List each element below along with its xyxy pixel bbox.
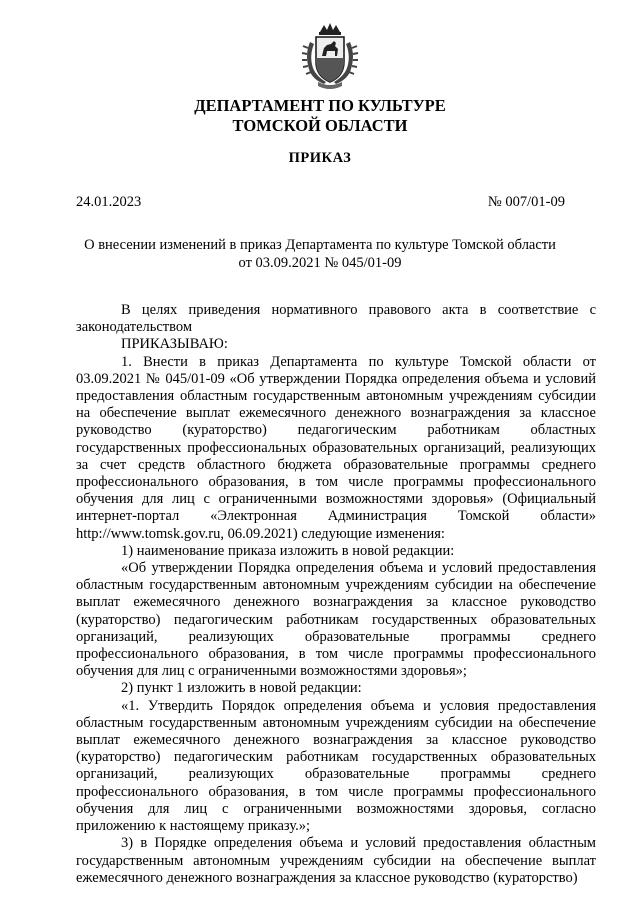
order-subject xyxy=(60,236,580,272)
order-directive: ПРИКАЗЫВАЮ: xyxy=(121,336,228,353)
department-name-line2: ТОМСКОЙ ОБЛАСТИ xyxy=(232,116,408,135)
document-type: ПРИКАЗ xyxy=(288,150,352,166)
preamble-paragraph: В целях приведения нормативного правового акта в соответствие с законодательством xyxy=(76,302,596,336)
subitem-2-paragraph: 2) пункт 1 изложить в новой редакции: xyxy=(121,680,362,697)
subject-line2: от 03.09.2021 № 045/01-09 xyxy=(238,255,402,271)
coat-of-arms-icon xyxy=(300,22,360,90)
subitem-1-paragraph: 1) наименование приказа изложить в новой редакции: xyxy=(121,542,455,559)
new-title-paragraph: «Об утверждении Порядка определения объема и условий предоставления областным государственным автономным учреждениям субсидии на обеспечение выплат ежемесячного денежного вознаграждения за классное руководство (кураторство) педагогическим работникам государственных образовательных организаций, реализующих образовательные программы среднего профессионального образования, в том числе программы профессионального обучения для лиц с ограниченными возможностями здоровья»; xyxy=(76,560,596,680)
new-item-1-paragraph: «1. Утвердить Порядок определения объема и условия предоставления областным государственным автономным учреждениям субсидии на обеспечение выплат ежемесячного денежного вознаграждения за классное руководство (кураторство) педагогическим работникам государственных образовательных организаций, реализующих образовательные программы среднего профессионального образования, в том числе программы профессионального обучения для лиц с ограниченными возможностями здоровья, согласно приложению к настоящему приказу.»; xyxy=(76,697,596,835)
subitem-3-paragraph: 3) в Порядке определения объема и условий предоставления областным государственным автономным учреждениям субсидии на обеспечение выплат ежемесячного денежного вознаграждения за классное руководство (кураторство) xyxy=(76,835,596,886)
subject-line1: О внесении изменений в приказ Департамента по культуре Томской области xyxy=(84,237,556,253)
order-number: № 007/01-09 xyxy=(487,194,565,210)
order-body xyxy=(76,302,596,887)
order-date: 24.01.2023 xyxy=(76,194,142,210)
item-1-paragraph: 1. Внести в приказ Департамента по культуре Томской области от 03.09.2021 № 045/01-09 «Об утверждении Порядка определения объема и условий предоставления областным государственным автономным учреждениям субсидии на обеспечение выплат ежемесячного денежного вознаграждения за классное руководство (кураторство) педагогическим работникам областных государственных профессиональных образовательных организаций, реализующих за счет средств областного бюджета образовательные программы среднего профессионального образования, в том числе программы профессионального обучения для лиц с ограниченными возможностями здоровья» (Официальный интернет-портал «Электронная Администрация Томской области» http://www.tomsk.gov.ru, 06.09.2021) следующие изменения: xyxy=(76,353,596,542)
department-name-line1: ДЕПАРТАМЕНТ ПО КУЛЬТУРЕ xyxy=(194,96,446,115)
